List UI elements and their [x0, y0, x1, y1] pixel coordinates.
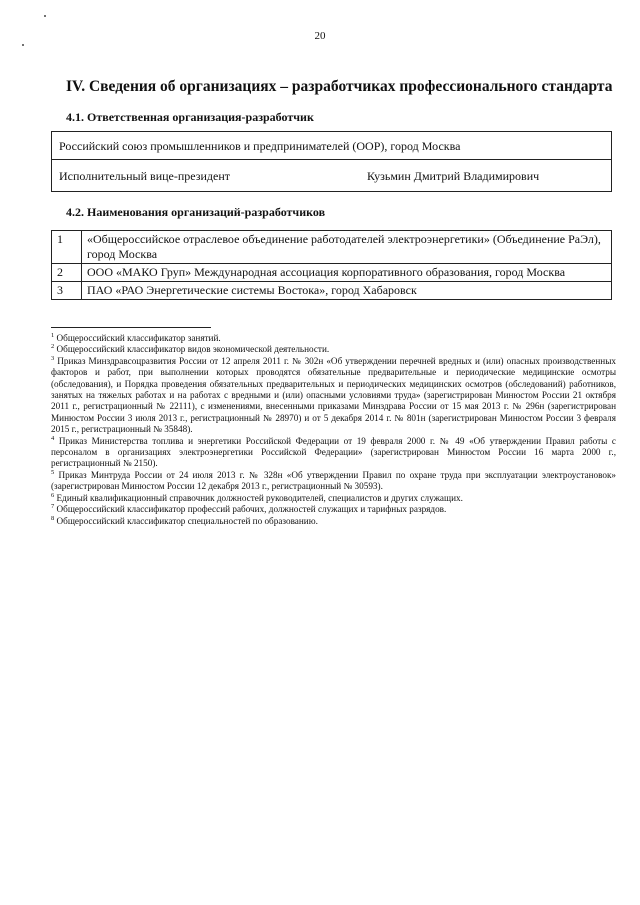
footnote-text: Общероссийский классификатор специальностей по образованию.: [56, 515, 318, 526]
page-number: 20: [314, 30, 326, 42]
section-title: IV. Сведения об организациях – разработчиках профессионального стандарта: [66, 78, 613, 95]
footnote-text: Приказ Минтруда России от 24 июля 2013 г. № 328н «Об утверждении Правил по охране труда при эксплуатации электроустановок» (зарегистрирован Минюстом России 12 декабря 2013 г., регистрационный № 30593).: [51, 469, 617, 492]
footnote-mark: 6: [51, 491, 55, 499]
footnote-mark: 4: [51, 434, 55, 442]
row-number: 2: [52, 264, 82, 282]
org-name-cell: ООО «МАКО Груп» Международная ассоциация корпоративного образования, город Москва: [82, 264, 612, 282]
footnote-text: Общероссийский классификатор видов экономической деятельности.: [56, 344, 330, 355]
responsible-head-box: [51, 160, 612, 192]
footnote-text: Приказ Минздравсоцразвития России от 12 апреля 2011 г. № 302н «Об утверждении перечней вредных и (или) опасных производственных факторов и работ, при выполнении которых проводятся обязательные предварительные и периодические медицинские осмотры (обследования), и Порядка проведения обязательных предварительных и периодических медицинских осмотров (обследований) работников, занятых на тяжелых работах и на работах с вредными и (или) опасными условиями труда» (зарегистрирован Минюстом России 21 октября 2011 г., регистрационный № 22111), с изменениями, внесенными приказами Минздрава России от 15 мая 2013 г. № 296н (зарегистрирован Минюстом России 3 июля 2013 г., регистрационный № 28970) и от 5 декабря 2014 г. № 801н (зарегистрирован Минюстом России 3 февраля 2015 г., регистрационный № 35848).: [51, 355, 616, 435]
footnote-text: Единый квалификационный справочник должностей руководителей, специалистов и других служащих.: [56, 492, 463, 503]
org-name-cell: ПАО «РАО Энергетические системы Востока», город Хабаровск: [82, 282, 612, 300]
table-row: [52, 282, 612, 300]
table-row: [52, 264, 612, 282]
footnote: [51, 516, 616, 527]
developer-orgs-heading: 4.2. Наименования организаций-разработчиков: [66, 205, 326, 219]
footnote-mark: 3: [51, 354, 55, 362]
footnote: [51, 333, 616, 344]
footnote-text: Общероссийский классификатор занятий.: [56, 333, 221, 343]
footnote-text: Общероссийский классификатор профессий рабочих, должностей служащих и тарифных разрядов.: [56, 504, 447, 515]
footnote-mark: 2: [51, 343, 55, 351]
footnotes: [51, 333, 616, 527]
row-number: 3: [52, 282, 82, 300]
footnote-mark: 1: [51, 332, 55, 339]
responsible-org-name: Российский союз промышленников и предпринимателей (ООР), город Москва: [59, 139, 461, 153]
head-name: Кузьмин Дмитрий Владимирович: [367, 169, 540, 183]
footnote: [51, 493, 616, 504]
scan-speck: [22, 44, 24, 46]
footnote-separator: [51, 327, 211, 328]
footnote: [51, 356, 616, 436]
footnote: [51, 436, 616, 470]
responsible-org-heading: 4.1. Ответственная организация-разработчик: [66, 110, 314, 124]
footnote: [51, 470, 616, 493]
footnote-mark: 8: [51, 514, 55, 522]
table-row: [52, 231, 612, 264]
footnote: [51, 504, 616, 515]
row-number: 1: [52, 231, 82, 264]
footnote: [51, 344, 616, 355]
head-position: Исполнительный вице-президент: [59, 169, 231, 183]
footnote-mark: 5: [51, 468, 55, 476]
developer-orgs-table: [51, 230, 612, 300]
org-name-cell: «Общероссийское отраслевое объединение работодателей электроэнергетики» (Объединение РаЭл), город Москва: [82, 231, 612, 264]
footnote-text: Приказ Министерства топлива и энергетики Российской Федерации от 19 февраля 2000 г. № 49 «Об утверждении Правил работы с персоналом в организациях электроэнергетики Российской Федерации» (зарегистрирован Минюстом России 16 марта 2000 г., регистрационный № 2150).: [51, 435, 617, 469]
footnote-mark: 7: [51, 503, 55, 511]
responsible-org-box: [51, 131, 612, 160]
scan-speck: [44, 15, 46, 17]
